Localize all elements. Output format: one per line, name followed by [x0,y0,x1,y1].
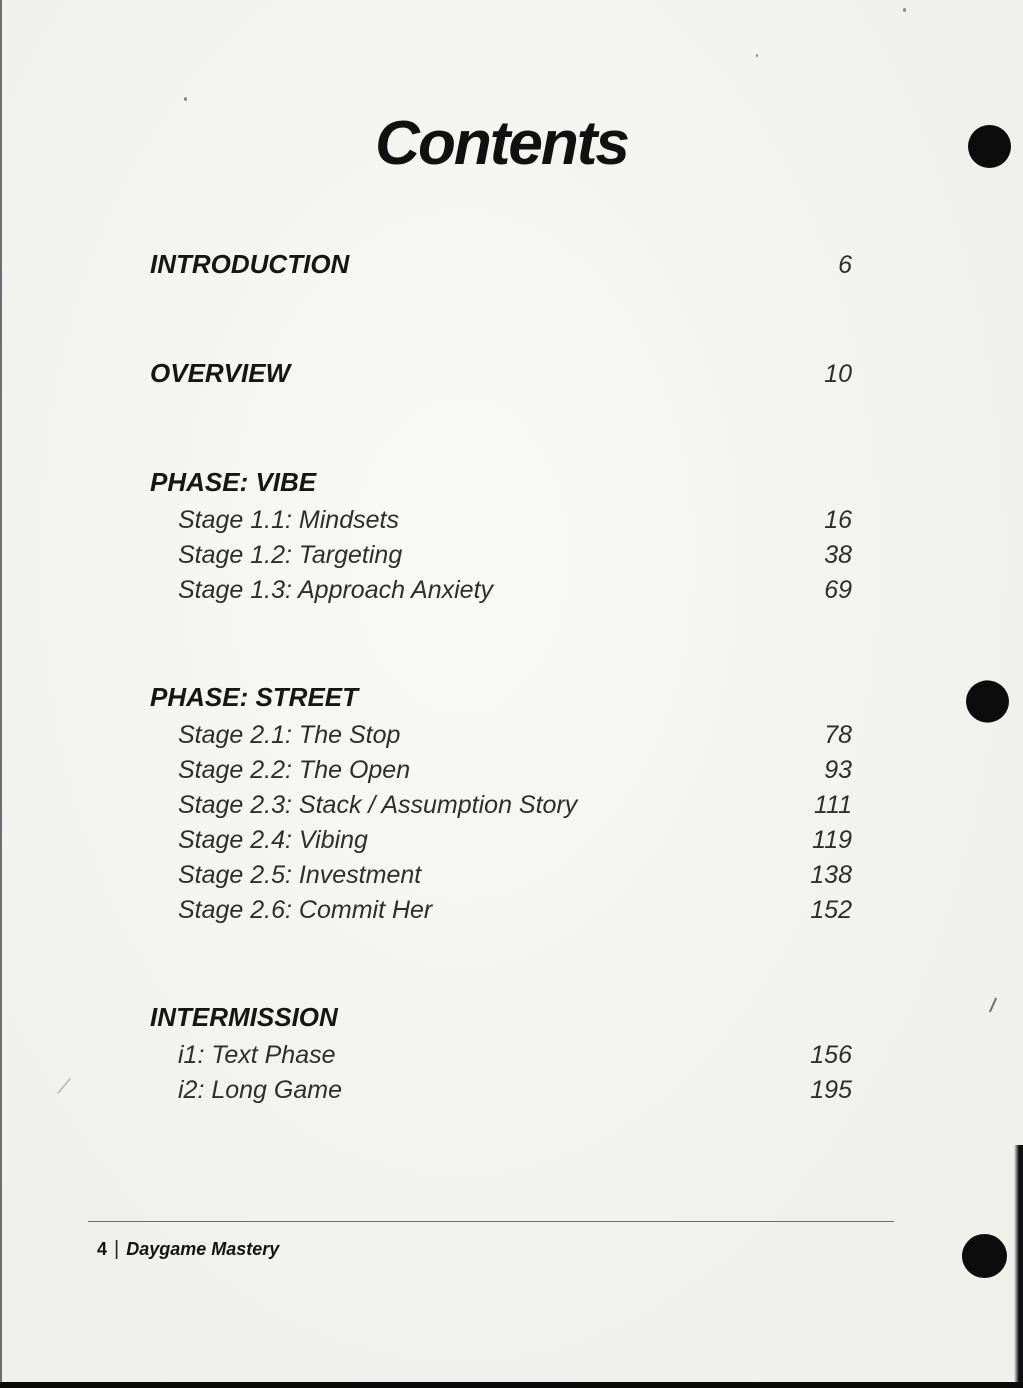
toc-entry [150,573,852,608]
footer-divider [88,1221,894,1222]
toc-entry [150,788,852,823]
toc-entry-page-number: 156 [810,1041,852,1069]
scan-bottom-edge-strip [0,1382,1023,1388]
toc-entry-page-number: 138 [810,861,852,889]
section-heading-label: INTRODUCTION [150,249,350,279]
toc-entry-label: Stage 2.5: Investment [178,861,422,889]
toc-entry-page-number: 111 [813,791,852,819]
toc-section [150,998,852,1108]
toc-entry-page-number: 16 [824,506,852,534]
toc-entry-label: Stage 2.2: The Open [178,756,411,784]
scan-left-edge-line [0,0,2,1388]
toc-entry-label: Stage 1.2: Targeting [178,541,403,569]
footer-separator: | [114,1238,120,1260]
toc-entry-label: Stage 1.3: Approach Anxiety [178,576,494,604]
section-page-number: 6 [838,251,852,279]
toc-section [150,463,852,608]
binding-dot-middle [963,678,1011,726]
section-heading [150,354,852,393]
toc-entry [150,858,852,893]
toc-list [150,245,852,1108]
toc-section [150,245,852,284]
section-heading-label: OVERVIEW [150,358,291,388]
scan-slash-mark-right [989,997,997,1012]
section-heading [150,463,852,501]
toc-entry-label: Stage 2.3: Stack / Assumption Story [178,791,578,819]
toc-entry-page-number: 93 [824,756,852,784]
page-title: Contents [375,109,628,178]
toc-entry-label: Stage 2.6: Commit Her [178,896,433,924]
toc-entry [150,1038,852,1073]
toc-entry [150,718,852,753]
toc-entry [150,753,852,788]
toc-entry-page-number: 195 [810,1076,852,1104]
toc-entry-page-number: 78 [824,721,852,749]
toc-entry-label: i2: Long Game [178,1076,342,1104]
scan-right-edge-shadow [1014,1145,1023,1388]
toc-entry [150,1073,852,1108]
footer-book-title: Daygame Mastery [126,1239,280,1259]
toc-entry [150,823,852,858]
scan-speck [184,97,187,101]
toc-section [150,354,852,393]
toc-entry-page-number: 119 [812,826,852,854]
toc-entry-label: Stage 2.1: The Stop [178,721,401,749]
scan-slash-mark-left [57,1078,71,1095]
section-heading [150,245,852,284]
page-footer [97,1238,279,1261]
toc-entry-label: Stage 1.1: Mindsets [178,506,399,534]
binding-dot-top [968,125,1011,168]
section-page-number: 10 [824,360,852,388]
section-heading-label: PHASE: VIBE [150,467,317,497]
toc-entry-label: Stage 2.4: Vibing [178,826,368,854]
toc-entry-label: i1: Text Phase [178,1041,336,1069]
binding-dot-bottom [962,1234,1007,1278]
section-heading-label: PHASE: STREET [150,682,359,712]
toc-entry [150,893,852,928]
scan-speck [756,54,758,57]
toc-entry [150,503,852,538]
section-heading-label: INTERMISSION [150,1002,338,1032]
footer-page-number: 4 [97,1239,108,1259]
scan-speck [903,8,906,12]
toc-entry-page-number: 38 [824,541,852,569]
toc-entry-page-number: 152 [810,896,852,924]
toc-entry-page-number: 69 [824,576,852,604]
toc-entry [150,538,852,573]
toc-section [150,678,852,928]
section-heading [150,678,852,716]
section-heading [150,998,852,1036]
